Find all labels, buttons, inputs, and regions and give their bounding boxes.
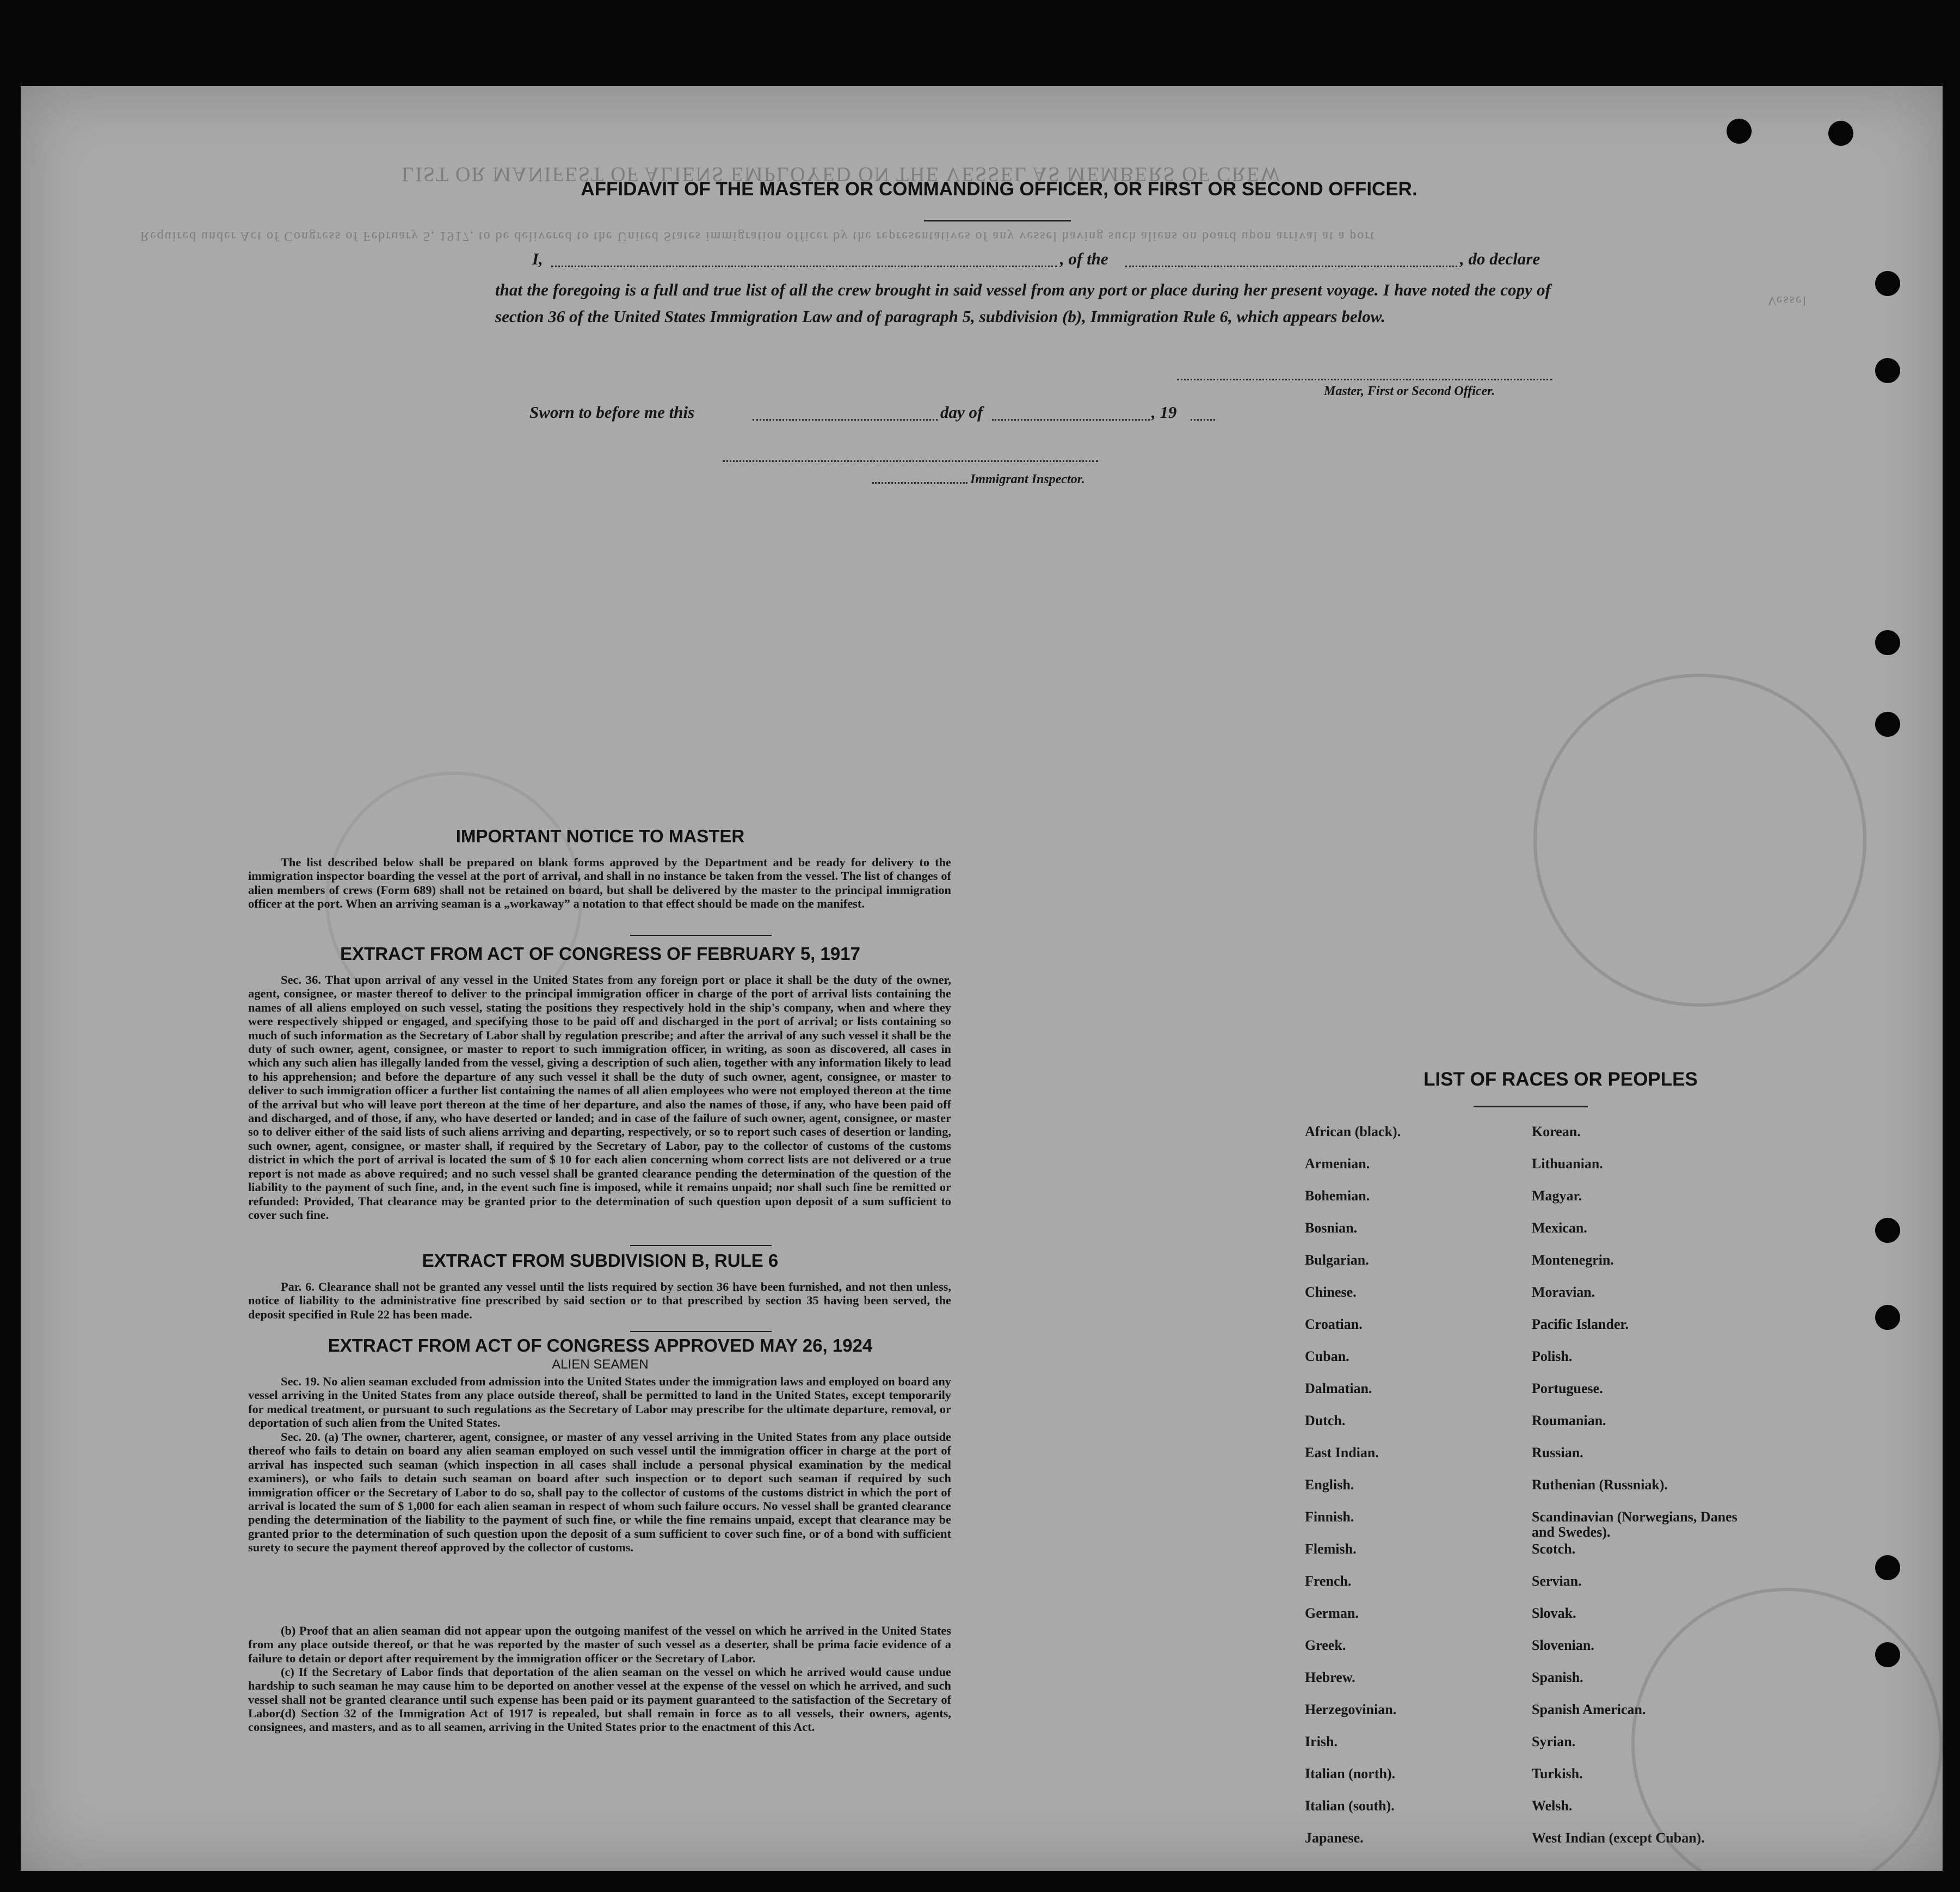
declarant-name-field[interactable] [551,266,1057,267]
binder-hole [1875,358,1900,383]
race-item: Pacific Islander. [1532,1316,1629,1332]
races-title-rule [1474,1106,1588,1107]
race-item: Scotch. [1532,1541,1576,1557]
race-item: Dalmatian. [1305,1381,1372,1396]
binder-hole [1875,1642,1900,1667]
race-item: Russian. [1532,1445,1583,1460]
notice-title: IMPORTANT NOTICE TO MASTER [455,826,745,846]
binder-hole [1875,271,1900,296]
race-item: Bulgarian. [1305,1252,1369,1268]
race-item: English. [1305,1477,1354,1493]
races-title: LIST OF RACES OR PEOPLES [1423,1069,1698,1090]
race-item: German. [1305,1605,1359,1621]
notice-text: The list described below shall be prepared on blank forms approved by the Department and be ready for delivery to the immigration inspector boarding the vessel at the port of arrival, and shall in no instance be taken from the vessel. The list of changes of alien members of crews (Form 689) shall not be retained on board, but shall be delivered by the master to the principal immigration officer at the port. When an arriving seaman is a „workaway” a notation to that effect should be made on the manifest. [248,855,951,911]
race-item: French. [1305,1573,1352,1589]
race-item: Servian. [1532,1573,1582,1589]
race-item: West Indian (except Cuban). [1532,1830,1705,1846]
race-item: Chinese. [1305,1284,1357,1300]
race-item: Roumanian. [1532,1413,1606,1428]
race-item: Moravian. [1532,1284,1595,1300]
race-item: Hebrew. [1305,1669,1355,1685]
master-signature-label: Master, First or Second Officer. [1324,384,1495,398]
sworn-date-field[interactable] [753,419,938,421]
race-item: Mexican. [1532,1220,1587,1236]
binder-hole [1875,1305,1900,1330]
affidavit-title-rule [924,220,1071,221]
race-item: Scandinavian (Norwegians, Danes and Swedes). [1532,1509,1737,1540]
reverse-side-subline: Required under Act of Congress of February 5, 1917, to be delivered to the United States immigration officer by the representatives of any vessel having such aliens on board upon arrival at a port [140,229,1376,243]
reverse-side-heading: LIST OR MANIFEST OF ALIENS EMPLOYED ON THE VESSEL AS MEMBERS OF CREW [402,163,1281,186]
affidavit-title: AFFIDAVIT OF THE MASTER OR COMMANDING OFFICER, OR FIRST OR SECOND OFFICER. [581,178,1417,200]
race-item: Magyar. [1532,1188,1582,1204]
affidavit-of-the-label: , of the [1060,249,1108,268]
race-item: Italian (north). [1305,1766,1396,1782]
inspector-signature-field[interactable] [723,460,1098,462]
extract-1924-sec20b: (b) Proof that an alien seaman did not appear upon the outgoing manifest of the vessel on which he arrived in the United States from any place outside thereof, or that he was reported by the master of such vessel as a deserter, shall be prima facie evidence of a failure to detain or deport after requirement by the immigration officer or the Secretary of Labor. [248,1624,951,1665]
document-sheet [21,86,1943,1871]
vessel-name-field[interactable] [1125,266,1457,267]
extract-1924-sec19: Sec. 19. No alien seaman excluded from admission into the United States under the immigration laws and employed on board any vessel arriving in the United States from any place outside thereof, shall be permitted to land in the United States, except temporarily for medical treatment, or pursuant to such regulations as the Secretary of Labor may prescribe for the ultimate departure, removal, or deportation of such alien from the United States. [248,1375,951,1430]
race-item: Italian (south). [1305,1798,1395,1814]
notice-rule [630,935,772,936]
race-item: Japanese. [1305,1830,1364,1846]
race-item: Welsh. [1532,1798,1573,1814]
extract-rule6-title: EXTRACT FROM SUBDIVISION B, RULE 6 [422,1250,779,1271]
race-item: Portuguese. [1532,1381,1603,1396]
inspector-signature-field-short[interactable] [872,482,967,484]
race-item: Montenegrin. [1532,1252,1614,1268]
affidavit-do-declare-label: , do declare [1460,249,1540,268]
reverse-side-vessel-label: Vessel [1767,293,1808,307]
race-item: Bohemian. [1305,1188,1370,1204]
extract-1924-sec20d: (d) Section 32 of the Immigration Act of 1917 is repealed, but shall remain in force as to all vessels, their owners, agents, consignees, and masters, and as to all seamen, arriving in the United States prior to the enactment of this Act. [248,1706,951,1734]
extract-rule6-rule [630,1331,772,1332]
binder-hole [1875,1555,1900,1580]
race-item: East Indian. [1305,1445,1379,1460]
race-item: Irish. [1305,1734,1338,1749]
race-item: Armenian. [1305,1156,1370,1172]
sworn-label: Sworn to before me this [529,403,695,422]
race-item: Cuban. [1305,1348,1349,1364]
sworn-year-field[interactable] [1191,419,1215,421]
inspector-label: Immigrant Inspector. [970,472,1085,486]
race-item: Croatian. [1305,1316,1363,1332]
race-item: Finnish. [1305,1509,1354,1525]
binder-hole [1875,712,1900,737]
binder-hole [1828,121,1853,146]
race-item: Dutch. [1305,1413,1346,1428]
extract-1924-sec20c: (c) If the Secretary of Labor finds that deportation of the alien seaman on the vessel on which he arrived would cause undue hardship to such seaman he may cause him to be deported on another vessel at the expense of the vessel on which he arrived, and such vessel shall not be granted clearance until such expense has been paid or its payment guaranteed to the satisfaction of the Secretary of Labor. [248,1665,951,1721]
extract-rule6-text: Par. 6. Clearance shall not be granted any vessel until the lists required by section 36 have been furnished, and not then unless, notice of liability to the administrative fine prescribed by said section or to that prescribed by section 35 having been served, the deposit specified in Rule 22 has been made. [248,1280,951,1321]
day-of-label: day of [940,403,983,422]
race-item: Spanish. [1532,1669,1583,1685]
extract-1924-title: EXTRACT FROM ACT OF CONGRESS APPROVED MAY 26, 1924 [328,1335,873,1355]
race-item: Turkish. [1532,1766,1583,1782]
extract-1917-title: EXTRACT FROM ACT OF CONGRESS OF FEBRUARY 5, 1917 [340,944,860,964]
affidavit-declaration-text: that the foregoing is a full and true list of all the crew brought in said vessel from any port or place during her present voyage. I have noted the copy of section 36 of the United States Immigration Law and of paragraph 5, subdivision (b), Immigration Rule 6, which appears below. [495,280,1551,326]
race-item: Bosnian. [1305,1220,1358,1236]
race-item: Herzegovinian. [1305,1702,1397,1717]
faint-seal-stamp [1533,674,1866,1007]
master-signature-field[interactable] [1177,379,1552,380]
binder-hole [1875,1218,1900,1243]
race-item: Syrian. [1532,1734,1576,1749]
faint-seal-stamp [1631,1588,1943,1871]
extract-1917-text: Sec. 36. That upon arrival of any vessel in the United States from any foreign port or place it shall be the duty of the owner, agent, consignee, or master thereof to deliver to the principal immigration officer in charge of the port of arrival lists containing the names of all aliens employed on such vessel, stating the positions they respectively hold in the ship's company, when and where they were respectively shipped or engaged, and specifying those to be paid off and discharged in the port of arrival; or lists containing so much of such information as the Secretary of Labor shall by regulation prescribe; and after the arrival of any such vessel it shall be the duty of such owner, agent, consignee, or master to report to such immigration officer, in writing, as soon as discovered, all cases in which any such alien has illegally landed from the vessel, giving a description of such alien, together with any information likely to lead to his apprehension; and before the departure of any such vessel it shall be the duty of such owner, agent, consignee, or master to deliver to such immigration officer a further list containing the names of all alien employees who were not employed thereon at the time of the arrival but who will leave port thereon at the time of her departure, and also the names of those, if any, who have been paid off and discharged, and of those, if any, who have deserted or landed; and in case of the failure of such owner, agent, consignee, or master so to deliver either of the said lists of such aliens arriving and departing, respectively, or so to report such cases of desertion or landing, such owner, agent, consignee, or master shall, if required by the Secretary of Labor, pay to the collector of customs of the customs district in which the port of arrival is located the sum of $ 10 for each alien concerning whom correct lists are not delivered or a true report is not made as above required; and no such vessel shall be granted clearance pending the determination of the question of the liability to the payment of such fine, and, in the event such fine is imposed, while it remains unpaid; nor shall such fine be remitted or refunded: Provided, That clearance may be granted prior to the determination of such question upon deposit of a sum sufficient to cover such fine. [248,973,951,1222]
race-item: Ruthenian (Russniak). [1532,1477,1668,1493]
race-item: Lithuanian. [1532,1156,1603,1172]
race-item: Slovenian. [1532,1637,1594,1653]
extract-1924-sec20a: Sec. 20. (a) The owner, charterer, agent, consignee, or master of any vessel arriving in the United States from any place outside thereof who fails to detain on board any alien seaman employed on such vessel until the immigration officer in charge at the port of arrival has inspected such seaman (which inspection in all cases shall include a personal physical examination by the medical examiners), or who fails to detain such seaman on board after such inspection or to deport such seaman if required by such immigration officer or the Secretary of Labor to do so, shall pay to the collector of customs of the customs district in which the port of arrival is located the sum of $ 1,000 for each alien seaman in respect of whom such failure occurs. No vessel shall be granted clearance pending the determination of the liability to the payment of such fine, or while the fine remains unpaid, except that clearance may be granted prior to the determination of such question upon the deposit of a sum sufficient to cover such fine, or of a bond with sufficient surety to secure the payment thereof approved by the collector of customs. [248,1430,951,1555]
affidavit-i-label: I, [532,249,543,268]
race-item: Polish. [1532,1348,1573,1364]
race-item: Flemish. [1305,1541,1357,1557]
sworn-month-field[interactable] [992,419,1150,421]
binder-hole [1727,119,1752,144]
extract-1924-subtitle: ALIEN SEAMEN [552,1357,649,1372]
binder-hole [1875,630,1900,655]
race-item: African (black). [1305,1124,1401,1139]
extract-1917-rule [630,1245,772,1246]
year-prefix-label: , 19 [1151,403,1177,422]
race-item: Greek. [1305,1637,1346,1653]
race-item: Slovak. [1532,1605,1576,1621]
race-item: Korean. [1532,1124,1581,1139]
race-item: Spanish American. [1532,1702,1646,1717]
